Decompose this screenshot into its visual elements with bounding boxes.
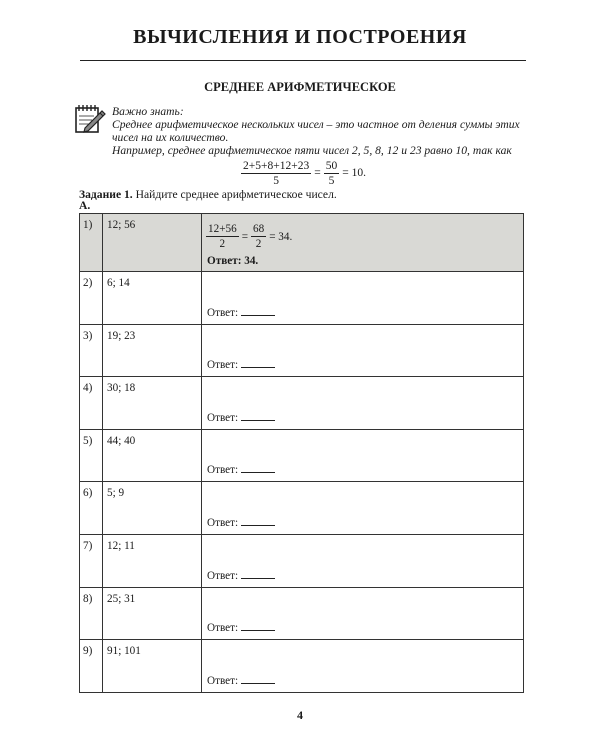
number-pair: 12; 56: [103, 214, 202, 272]
task-variant: А.: [79, 199, 91, 212]
work-area[interactable]: [202, 534, 524, 587]
task-text: Найдите среднее арифметическое чисел.: [135, 188, 337, 201]
number-pair: 6; 14: [103, 272, 202, 325]
example-answer: Ответ: 34.: [207, 255, 259, 267]
work-area[interactable]: [202, 587, 524, 640]
row-number: 3): [80, 324, 103, 377]
work-area[interactable]: [202, 640, 524, 693]
page-title: ВЫЧИСЛЕНИЯ И ПОСТРОЕНИЯ: [133, 26, 467, 48]
answer-line: [207, 570, 275, 582]
task-statement: [79, 188, 337, 201]
page-number: 4: [297, 708, 303, 722]
worked-solution: [202, 214, 524, 272]
formula-result: = 10.: [342, 167, 366, 179]
solution-result: = 34.: [269, 230, 293, 243]
answer-blank[interactable]: [241, 683, 275, 684]
table-row: [80, 482, 524, 535]
work-area[interactable]: [202, 377, 524, 430]
number-pair: 44; 40: [103, 429, 202, 482]
fraction-numerator: 50: [325, 159, 338, 172]
number-pair: 5; 9: [103, 482, 202, 535]
answer-line: [207, 307, 275, 319]
exercise-table: [79, 213, 524, 693]
answer-label: Ответ:: [207, 464, 239, 477]
number-pair: 19; 23: [103, 324, 202, 377]
table-row: [80, 534, 524, 587]
answer-line: [207, 675, 275, 687]
answer-blank[interactable]: [241, 315, 275, 316]
note-line: чисел на их количество.: [112, 131, 229, 144]
fraction: [251, 223, 266, 250]
fraction-numerator: 12+56: [208, 223, 237, 235]
number-pair: 91; 101: [103, 640, 202, 693]
fraction: [241, 160, 311, 187]
fraction-numerator: 68: [253, 223, 265, 235]
answer-label: Ответ:: [207, 622, 239, 635]
note-line: Например, среднее арифметическое пяти чисел 2, 5, 8, 12 и 23 равно 10, так как: [112, 144, 512, 157]
answer-line: [207, 359, 275, 371]
important-note: [112, 105, 532, 157]
answer-label: Ответ:: [207, 359, 239, 372]
table-row: [80, 587, 524, 640]
table-row: [80, 214, 524, 272]
row-number: 1): [80, 214, 103, 272]
number-pair: 12; 11: [103, 534, 202, 587]
answer-line: [207, 412, 275, 424]
notepad-pencil-icon: [74, 103, 106, 135]
number-pair: 25; 31: [103, 587, 202, 640]
task-label: Задание 1.: [79, 188, 133, 201]
answer-blank[interactable]: [241, 420, 275, 421]
table-row: [80, 324, 524, 377]
answer-line: [207, 464, 275, 476]
table-row: [80, 377, 524, 430]
answer-blank[interactable]: [241, 472, 275, 473]
row-number: 5): [80, 429, 103, 482]
work-area[interactable]: [202, 429, 524, 482]
equals-sign: =: [314, 167, 321, 179]
row-number: 7): [80, 534, 103, 587]
row-number: 4): [80, 377, 103, 430]
table-row: [80, 429, 524, 482]
answer-label: Ответ:: [207, 569, 239, 582]
fraction: [206, 223, 239, 250]
table-row: [80, 272, 524, 325]
fraction-denominator: 5: [328, 174, 335, 187]
work-area[interactable]: [202, 324, 524, 377]
solution-formula: [206, 223, 292, 250]
title-divider: [80, 60, 526, 61]
answer-label: Ответ:: [207, 306, 239, 319]
fraction-denominator: 5: [273, 174, 279, 187]
work-area[interactable]: [202, 272, 524, 325]
fraction-denominator: 2: [219, 238, 226, 250]
fraction-denominator: 2: [255, 238, 262, 250]
section-title: СРЕДНЕЕ АРИФМЕТИЧЕСКОЕ: [204, 80, 396, 94]
equals-sign: =: [241, 230, 248, 243]
answer-blank[interactable]: [241, 525, 275, 526]
fraction: [324, 160, 340, 187]
answer-line: [207, 622, 275, 634]
note-line: Среднее арифметическое нескольких чисел – это частное от деления суммы этих: [112, 118, 520, 131]
work-area[interactable]: [202, 482, 524, 535]
row-number: 6): [80, 482, 103, 535]
answer-blank[interactable]: [241, 367, 275, 368]
number-pair: 30; 18: [103, 377, 202, 430]
answer-blank[interactable]: [241, 630, 275, 631]
row-number: 2): [80, 272, 103, 325]
fraction-numerator: 2+5+8+12+23: [243, 159, 310, 172]
answer-label: Ответ:: [207, 516, 239, 529]
answer-line: [207, 517, 275, 529]
answer-blank[interactable]: [241, 578, 275, 579]
answer-label: Ответ:: [207, 674, 239, 687]
row-number: 9): [80, 640, 103, 693]
note-heading: Важно знать:: [112, 105, 184, 118]
row-number: 8): [80, 587, 103, 640]
example-formula: [238, 160, 366, 186]
table-row: [80, 640, 524, 693]
answer-label: Ответ:: [207, 411, 239, 424]
